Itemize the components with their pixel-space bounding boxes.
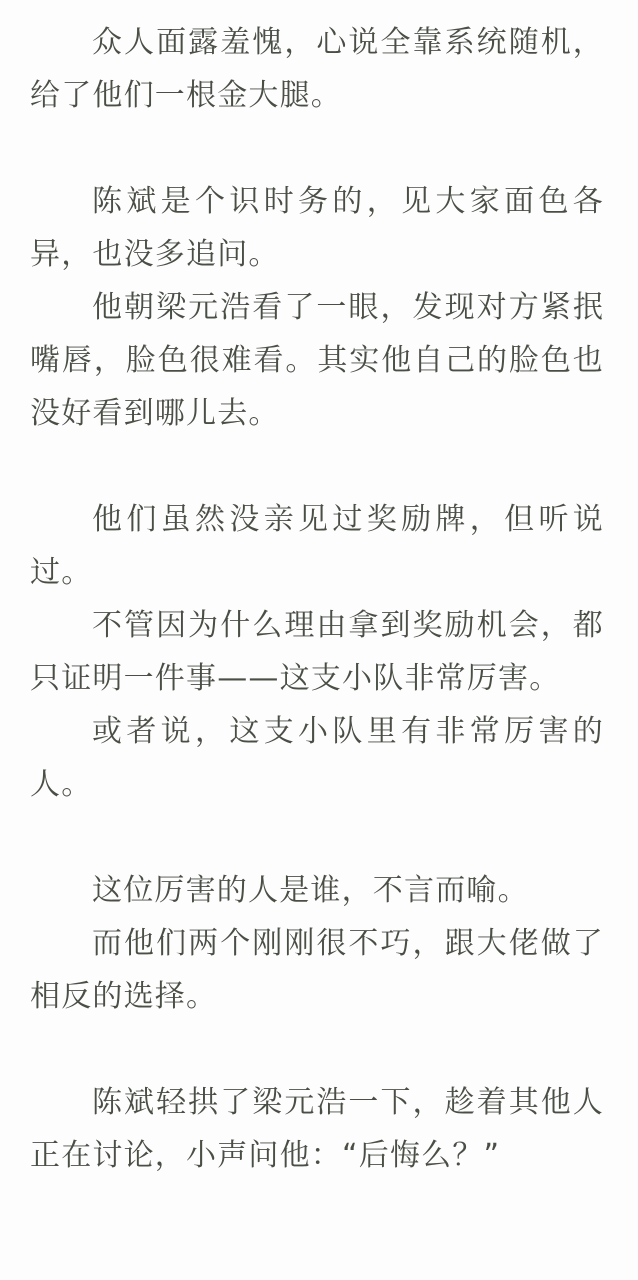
paragraph-group: [30, 864, 604, 1023]
paragraph-group: [30, 493, 604, 811]
paragraph: 他们虽然没亲见过奖励牌，但听说过。: [30, 502, 604, 590]
paragraph-spacer: [30, 811, 604, 864]
paragraph-spacer: [30, 122, 604, 175]
paragraph-spacer: [30, 1023, 604, 1076]
paragraph: 而他们两个刚刚很不巧，跟大佬做了相反的选择。: [30, 926, 604, 1014]
paragraph-group: [30, 1076, 604, 1182]
paragraph-group: [30, 175, 604, 440]
paragraph: 他朝梁元浩看了一眼，发现对方紧抿嘴唇，脸色很难看。其实他自己的脸色也没好看到哪儿去。: [30, 290, 604, 431]
paragraph: 众人面露羞愧，心说全靠系统随机，给了他们一根金大腿。: [30, 25, 604, 113]
paragraph: 这位厉害的人是谁，不言而喻。: [92, 873, 529, 908]
paragraph: 陈斌轻拱了梁元浩一下，趁着其他人正在讨论，小声问他：“后悔么？”: [30, 1085, 604, 1173]
paragraph-spacer: [30, 440, 604, 493]
paragraph-group: [30, 16, 604, 122]
novel-body-text: [30, 16, 604, 1182]
paragraph: 陈斌是个识时务的，见大家面色各异，也没多追问。: [30, 184, 604, 272]
paragraph: 或者说，这支小队里有非常厉害的人。: [30, 714, 604, 802]
paragraph: 不管因为什么理由拿到奖励机会，都只证明一件事——这支小队非常厉害。: [30, 608, 604, 696]
